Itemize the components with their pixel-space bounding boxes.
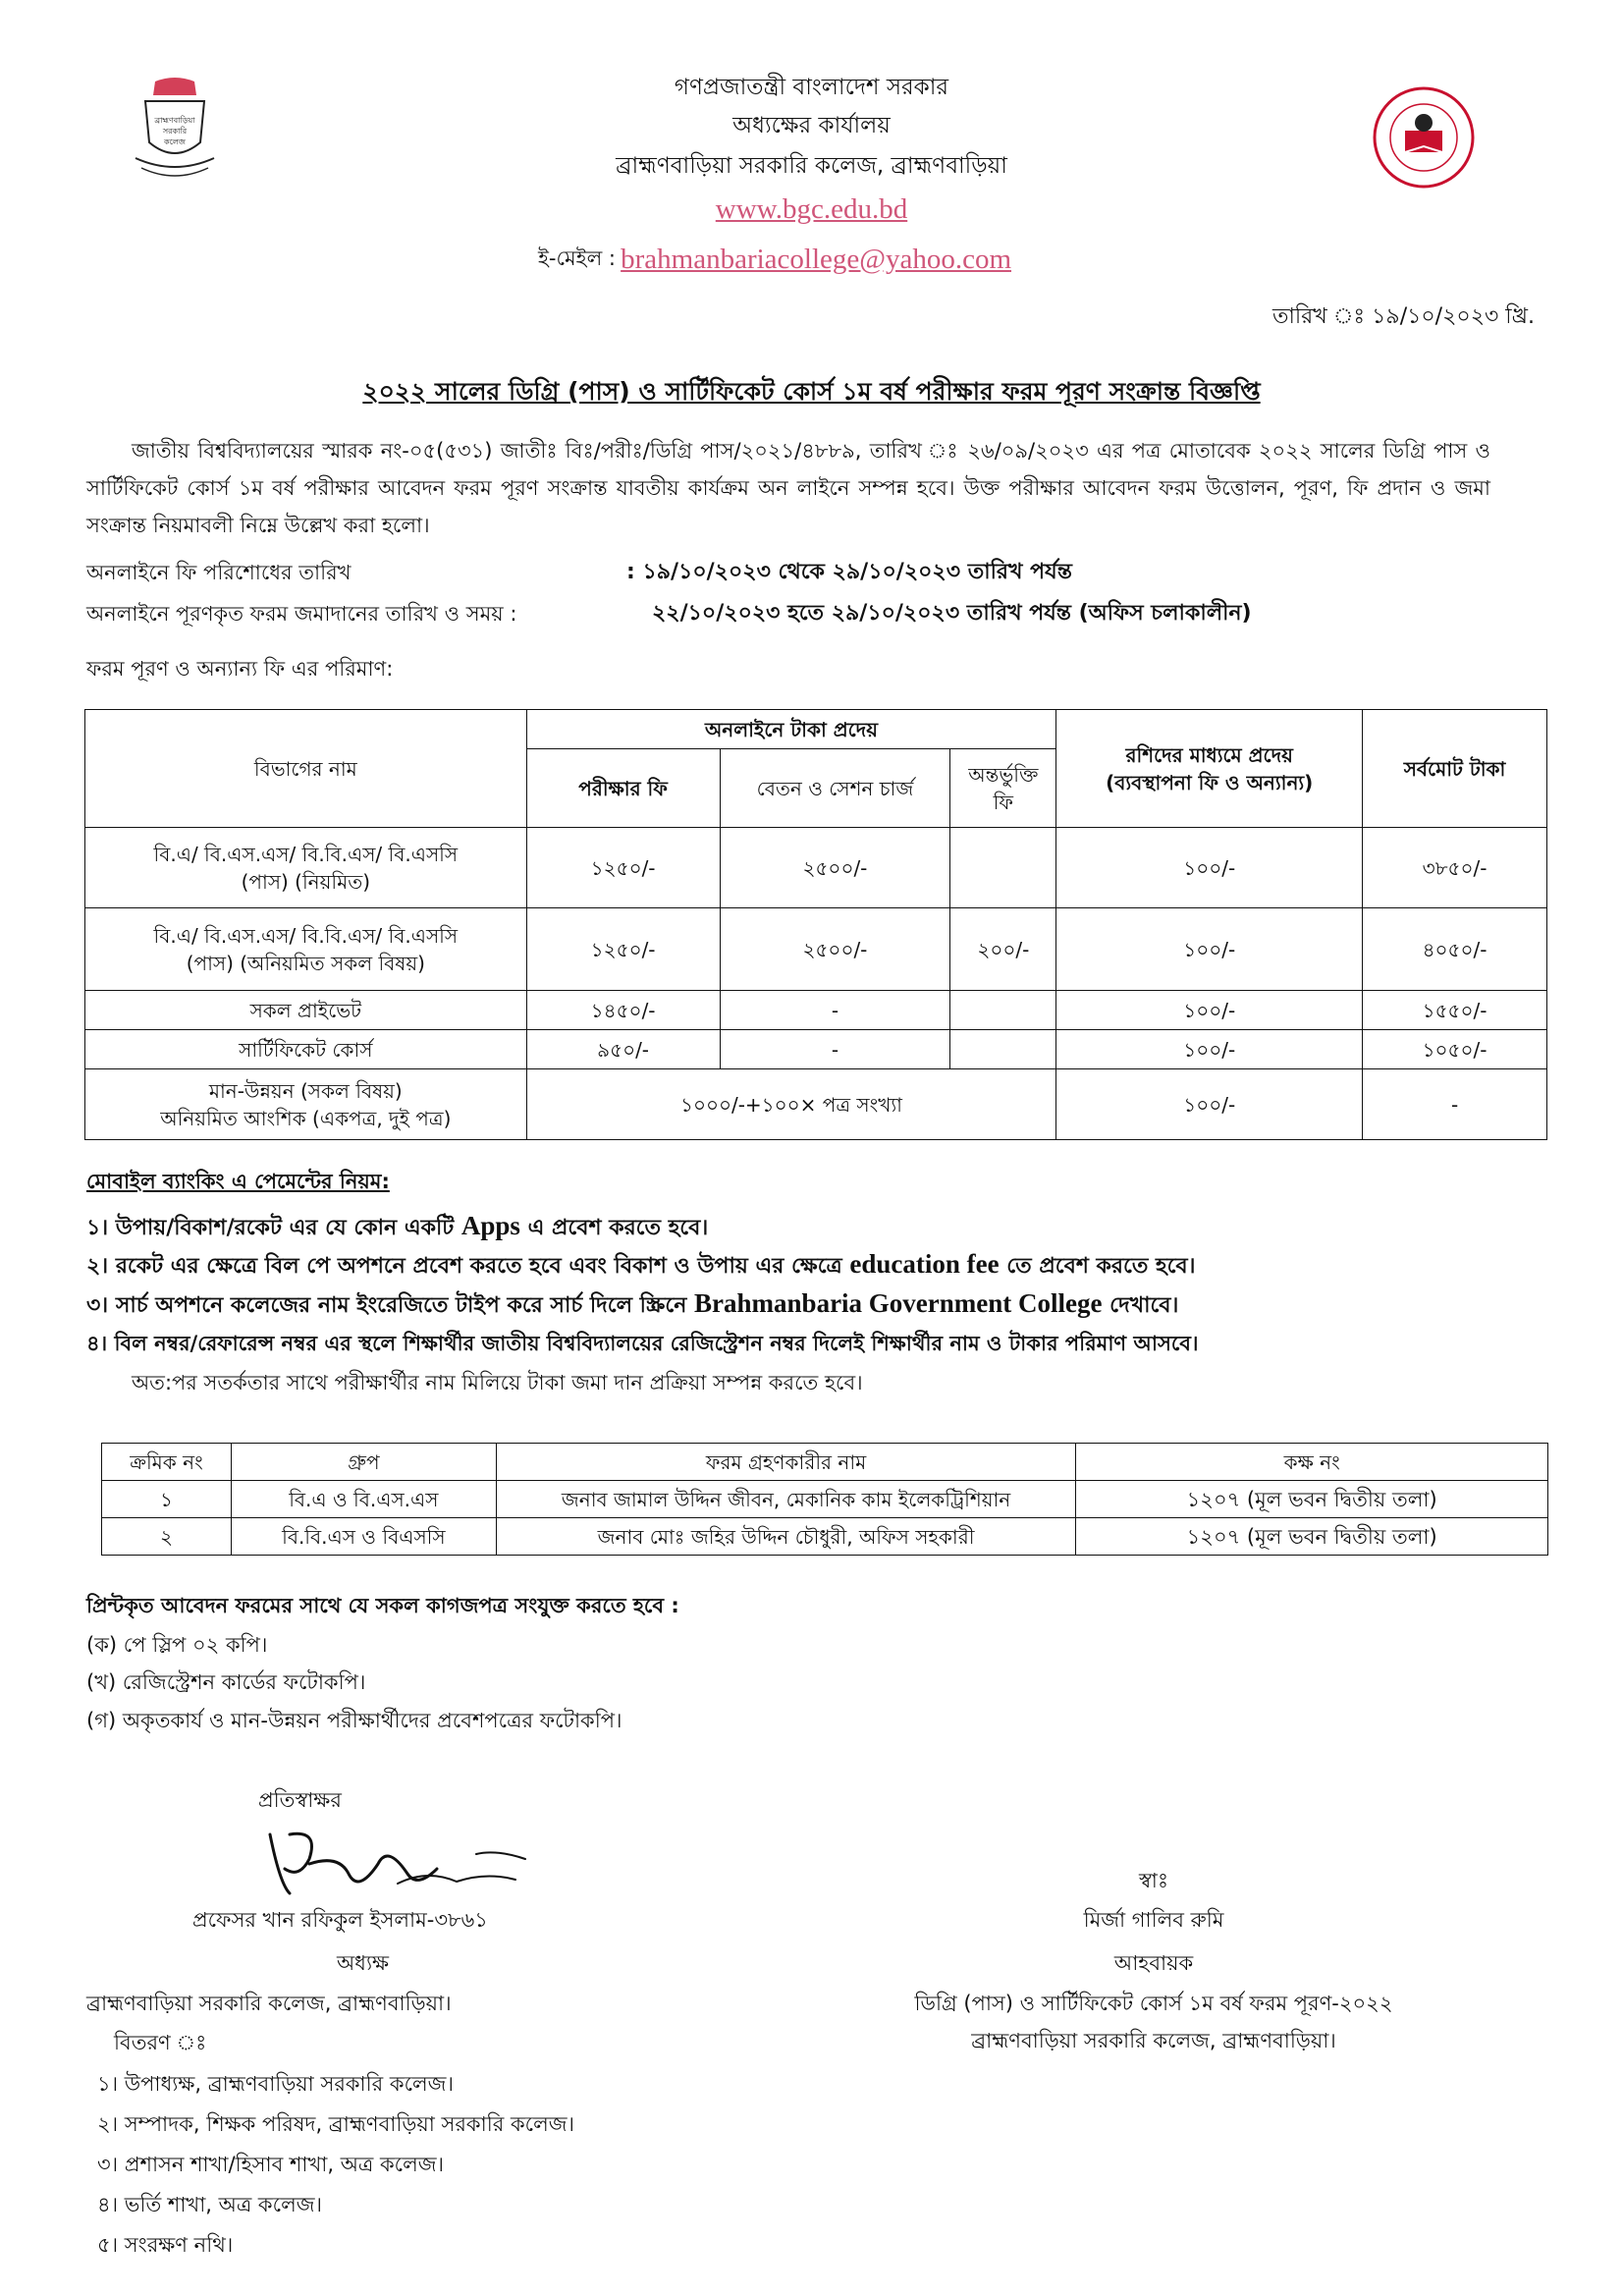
receipt-cell: ১০০/- bbox=[1056, 1030, 1363, 1069]
distribution-item: ১। উপাধ্যক্ষ, ব্রাহ্মণবাড়িয়া সরকারি কলেজ। bbox=[97, 2072, 454, 2096]
email-label: ই-মেইল : bbox=[538, 246, 617, 270]
committee-name: ডিগ্রি (পাস) ও সার্টিফিকেট কোর্স ১ম বর্ষ ফরম পূরণ-২০২২ bbox=[914, 1992, 1393, 2015]
th-receiver: ফরম গ্রহণকারীর নাম bbox=[496, 1444, 1076, 1481]
convener-name: মির্জা গালিব রুমি bbox=[1083, 1908, 1224, 1932]
th-dept: বিভাগের নাম bbox=[85, 710, 527, 828]
dept-cell: সার্টিফিকেট কোর্স bbox=[85, 1030, 527, 1069]
table-row bbox=[85, 1030, 1547, 1069]
receipt-cell: ১০০/- bbox=[1056, 1069, 1363, 1140]
distribution-title: বিতরণ ঃ bbox=[114, 2031, 207, 2054]
table-row bbox=[85, 991, 1547, 1030]
th-inclusion: অন্তর্ভুক্তি ফি bbox=[950, 749, 1056, 828]
receipt-cell: ১০০/- bbox=[1056, 908, 1363, 991]
submit-date-value: ২২/১০/২০২৩ হতে ২৯/১০/২০২৩ তারিখ পর্যন্ত (অফিস চলাকালীন) bbox=[652, 601, 1252, 626]
email-link[interactable]: brahmanbariacollege@yahoo.com bbox=[621, 244, 1012, 275]
th-room: কক্ষ নং bbox=[1076, 1444, 1548, 1481]
dept-cell: বি.এ/ বি.এস.এস/ বি.বি.এস/ বি.এসসি (পাস) (অনিয়মিত সকল বিষয়) bbox=[85, 908, 527, 991]
mobile-rules-title: মোবাইল ব্যাংকিং এ পেমেন্টের নিয়ম: bbox=[86, 1170, 390, 1193]
exam-fee-cell: ১২৫০/- bbox=[526, 908, 720, 991]
th-salary: বেতন ও সেশন চার্জ bbox=[720, 749, 950, 828]
notice-date: তারিখ ঃ ১৯/১০/২০২৩ খ্রি. bbox=[1272, 304, 1535, 329]
total-cell: - bbox=[1363, 1069, 1547, 1140]
total-cell: ৩৮৫০/- bbox=[1363, 828, 1547, 908]
dept-cell: বি.এ/ বি.এস.এস/ বি.বি.এস/ বি.এসসি (পাস) (নিয়মিত) bbox=[85, 828, 527, 908]
total-cell: ১০৫০/- bbox=[1363, 1030, 1547, 1069]
countersign-label: প্রতিস্বাক্ষর bbox=[258, 1788, 342, 1812]
group-cell: বি.বি.এস ও বিএসসি bbox=[231, 1518, 496, 1556]
government-name: গণপ্রজাতন্ত্রী বাংলাদেশ সরকার bbox=[674, 75, 949, 100]
rule-1: ১। উপায়/বিকাশ/রকেট এর যে কোন একটি Apps এ প্রবেশ করতে হবে। bbox=[86, 1211, 709, 1240]
receipt-cell: ১০০/- bbox=[1056, 991, 1363, 1030]
signed-label: স্বাঃ bbox=[1138, 1869, 1169, 1892]
submit-date-label: অনলাইনে পূরণকৃত ফরম জমাদানের তারিখ ও সময় : bbox=[86, 602, 517, 626]
website-link[interactable]: www.bgc.edu.bd bbox=[715, 193, 908, 225]
table-row bbox=[102, 1518, 1548, 1556]
salary-cell: ২৫০০/- bbox=[720, 828, 950, 908]
receiver-cell: জনাব মোঃ জহির উদ্দিন চৌধুরী, অফিস সহকারী bbox=[496, 1518, 1076, 1556]
attachment-item: (খ) রেজিস্ট্রেশন কার্ডের ফটোকপি। bbox=[86, 1670, 366, 1694]
convener-designation: আহবায়ক bbox=[1113, 1951, 1194, 1975]
office-name: অধ্যক্ষের কার্যালয় bbox=[732, 113, 891, 138]
table-row bbox=[102, 1481, 1548, 1518]
room-cell: ১২০৭ (মূল ভবন দ্বিতীয় তলা) bbox=[1076, 1518, 1548, 1556]
principal-designation: অধ্যক্ষ bbox=[337, 1951, 390, 1975]
fee-caption: ফরম পূরণ ও অন্যান্য ফি এর পরিমাণ: bbox=[86, 657, 394, 681]
inclusion-cell bbox=[950, 1030, 1056, 1069]
receipt-cell: ১০০/- bbox=[1056, 828, 1363, 908]
dept-cell: সকল প্রাইভেট bbox=[85, 991, 527, 1030]
salary-cell: ২৫০০/- bbox=[720, 908, 950, 991]
rule-2: ২। রকেট এর ক্ষেত্রে বিল পে অপশনে প্রবেশ করতে হবে এবং বিকাশ ও উপায় এর ক্ষেত্রে education fee তে প্রবেশ করতে হবে। bbox=[86, 1249, 1196, 1279]
dept-cell: মান-উন্নয়ন (সকল বিষয়) অনিয়মিত আংশিক (একপত্র, দুই পত্র) bbox=[85, 1069, 527, 1140]
fee-date-label: অনলাইনে ফি পরিশোধের তারিখ bbox=[86, 561, 352, 584]
svg-text:ব্রাহ্মণবাড়িয়া: ব্রাহ্মণবাড়িয়া bbox=[154, 116, 195, 125]
group-cell: বি.এ ও বি.এস.এস bbox=[231, 1481, 496, 1518]
th-online: অনলাইনে টাকা প্রদেয় bbox=[526, 710, 1056, 749]
rule-note: অত:পর সতর্কতার সাথে পরীক্ষার্থীর নাম মিলিয়ে টাকা জমা দান প্রক্রিয়া সম্পন্ন করতে হবে। bbox=[132, 1371, 863, 1394]
receiver-cell: জনাব জামাল উদ্দিন জীবন, মেকানিক কাম ইলেকট্রিশিয়ান bbox=[496, 1481, 1076, 1518]
th-exam-fee: পরীক্ষার ফি bbox=[526, 749, 720, 828]
exam-fee-cell: ১২৫০/- bbox=[526, 828, 720, 908]
distribution-item: ৪। ভর্তি শাখা, অত্র কলেজ। bbox=[97, 2193, 323, 2216]
intro-paragraph: জাতীয় বিশ্ববিদ্যালয়ের স্মারক নং-০৫(৫৩১) জাতীঃ বিঃ/পরীঃ/ডিগ্রি পাস/২০২১/৪৮৮৯, তারিখ ঃ ২৬/০৯/২০২৩ এর পত্র মোতাবেক ২০২২ সালের ডিগ্রি পাস ও সার্টিফিকেট কোর্স ১ম বর্ষ পরীক্ষার আবেদন ফরম পূরণ সংক্রান্ত যাবতীয় কার্যক্রম অন লাইনে সম্পন্ন হবে। উক্ত পরীক্ষার আবেদন ফরম উত্তোলন, পূরণ, ফি প্রদান ও জমা সংক্রান্ত নিয়মাবলী নিম্নে উল্লেখ করা হলো। bbox=[86, 439, 1490, 537]
serial-cell: ২ bbox=[102, 1518, 232, 1556]
principal-name: প্রফেসর খান রফিকুল ইসলাম-৩৮৬১ bbox=[192, 1908, 488, 1932]
distribution-item: ৫। সংরক্ষণ নথি। bbox=[97, 2233, 234, 2257]
th-serial: ক্রমিক নং bbox=[102, 1444, 232, 1481]
table-row bbox=[85, 828, 1547, 908]
th-receipt: রশিদের মাধ্যমে প্রদেয় (ব্যবস্থাপনা ফি ও অন্যান্য) bbox=[1056, 710, 1363, 828]
merged-fee-cell: ১০০০/-+১০০× পত্র সংখ্যা bbox=[526, 1069, 1056, 1140]
th-total: সর্বমোট টাকা bbox=[1363, 710, 1547, 828]
receiver-table bbox=[101, 1443, 1548, 1556]
principal-college: ব্রাহ্মণবাড়িয়া সরকারি কলেজ, ব্রাহ্মণবাড়িয়া। bbox=[86, 1992, 452, 2015]
table-row bbox=[85, 908, 1547, 991]
room-cell: ১২০৭ (মূল ভবন দ্বিতীয় তলা) bbox=[1076, 1481, 1548, 1518]
table-row bbox=[85, 1069, 1547, 1140]
inclusion-cell bbox=[950, 991, 1056, 1030]
total-cell: ৪০৫০/- bbox=[1363, 908, 1547, 991]
salary-cell: - bbox=[720, 1030, 950, 1069]
exam-fee-cell: ৯৫০/- bbox=[526, 1030, 720, 1069]
convener-college: ব্রাহ্মণবাড়িয়া সরকারি কলেজ, ব্রাহ্মণবাড়িয়া। bbox=[971, 2029, 1336, 2052]
salary-cell: - bbox=[720, 991, 950, 1030]
inclusion-cell: ২০০/- bbox=[950, 908, 1056, 991]
notice-title: ২০২২ সালের ডিগ্রি (পাস) ও সার্টিফিকেট কোর্স ১ম বর্ষ পরীক্ষার ফরম পূরণ সংক্রান্ত বিজ্ঞপ্তি bbox=[362, 377, 1261, 406]
distribution-item: ২। সম্পাদক, শিক্ষক পরিষদ, ব্রাহ্মণবাড়িয়া সরকারি কলেজ। bbox=[97, 2112, 575, 2136]
exam-fee-cell: ১৪৫০/- bbox=[526, 991, 720, 1030]
fee-date-value: : ১৯/১০/২০২৩ থেকে ২৯/১০/২০২৩ তারিখ পর্যন্ত bbox=[626, 560, 1072, 584]
svg-text:কলেজ: কলেজ bbox=[164, 137, 186, 146]
total-cell: ১৫৫০/- bbox=[1363, 991, 1547, 1030]
attachment-item: (গ) অকৃতকার্য ও মান-উন্নয়ন পরীক্ষার্থীদের প্রবেশপত্রের ফটোকপি। bbox=[86, 1709, 622, 1732]
svg-text:সরকারি: সরকারি bbox=[162, 127, 188, 136]
college-name: ব্রাহ্মণবাড়িয়া সরকারি কলেজ, ব্রাহ্মণবাড়িয়া bbox=[616, 153, 1007, 179]
inclusion-cell bbox=[950, 828, 1056, 908]
fee-table bbox=[84, 709, 1547, 1140]
rule-4: ৪। বিল নম্বর/রেফারেন্স নম্বর এর স্থলে শিক্ষার্থীর জাতীয় বিশ্ববিদ্যালয়ের রেজিস্ট্রেশন নম্বর দিলেই শিক্ষার্থীর নাম ও টাকার পরিমাণ আসবে। bbox=[86, 1332, 1199, 1355]
handwritten-signature bbox=[250, 1815, 545, 1908]
attachment-item: (ক) পে স্লিপ ০২ কপি। bbox=[86, 1633, 268, 1657]
attachments-title: প্রিন্টকৃত আবেদন ফরমের সাথে যে সকল কাগজপত্র সংযুক্ত করতে হবে : bbox=[86, 1594, 679, 1617]
distribution-item: ৩। প্রশাসন শাখা/হিসাব শাখা, অত্র কলেজ। bbox=[97, 2153, 445, 2176]
rule-3: ৩। সার্চ অপশনে কলেজের নাম ইংরেজিতে টাইপ করে সার্চ দিলে স্ক্রিনে Brahmanbaria Government College দেখাবে। bbox=[86, 1288, 1179, 1318]
serial-cell: ১ bbox=[102, 1481, 232, 1518]
th-group: গ্রুপ bbox=[231, 1444, 496, 1481]
